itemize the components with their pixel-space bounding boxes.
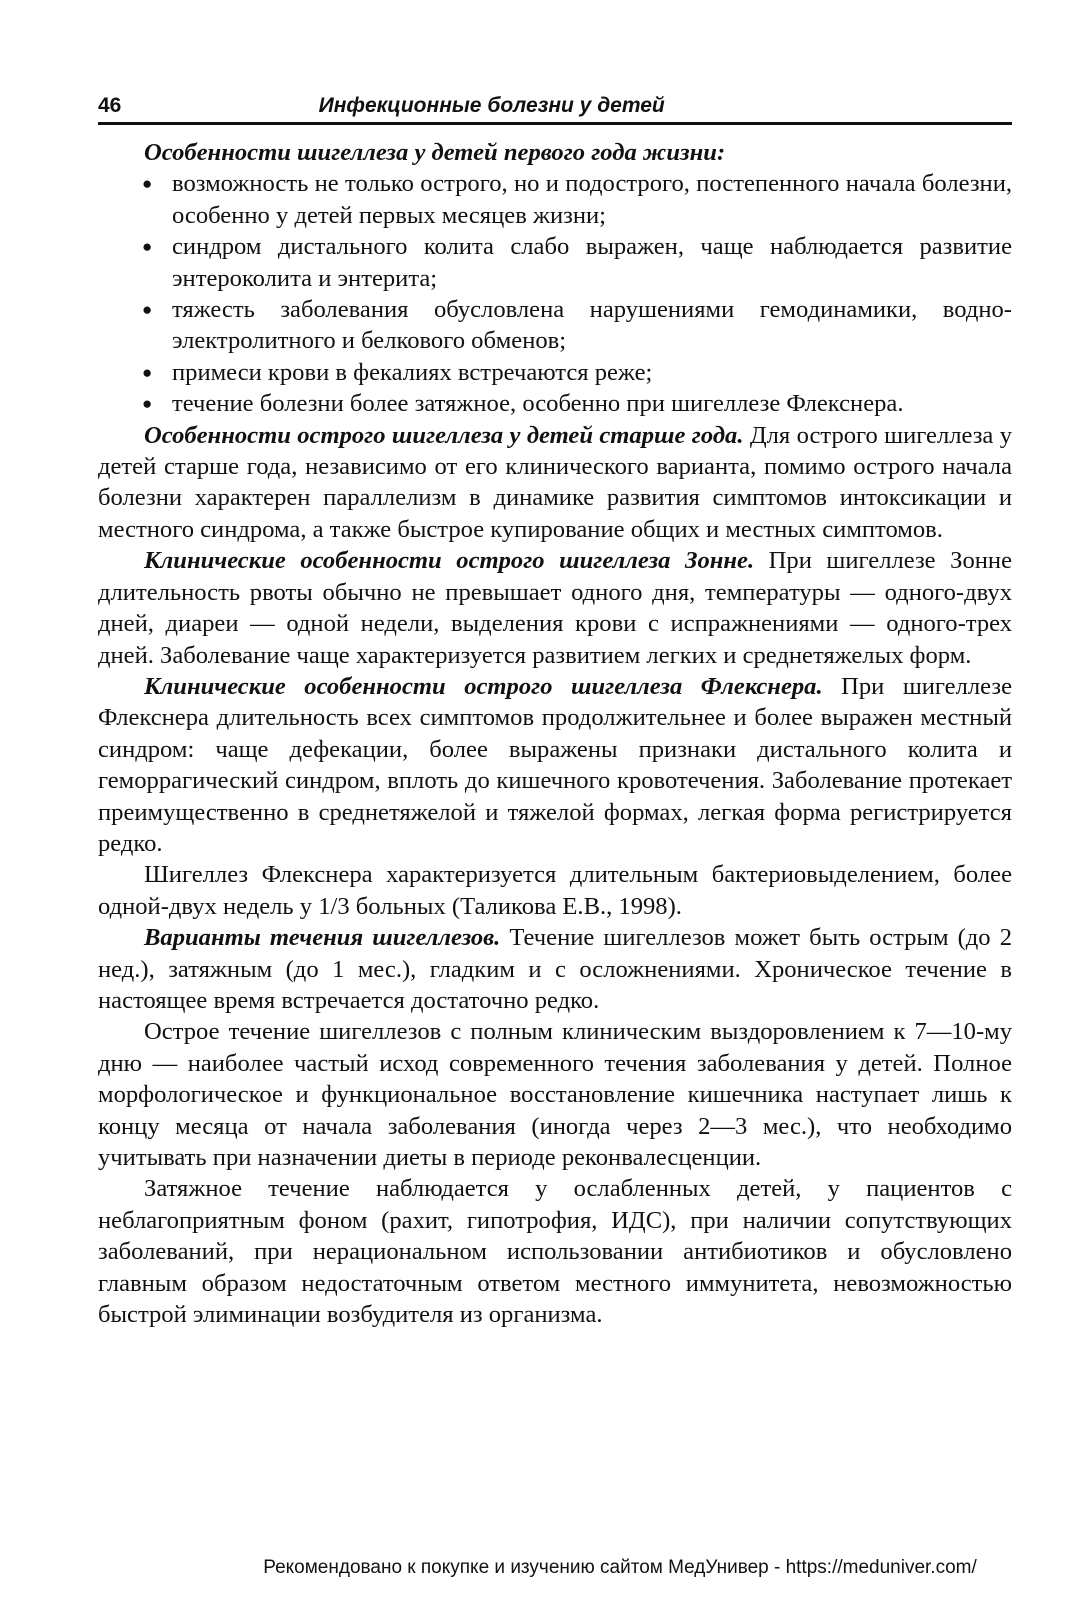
- running-header: [98, 84, 1012, 125]
- paragraph-text: При шигеллезе Флекснера длительность всех симптомов продолжительнее и более выражен местный синдром: чаще дефекации, более выражены признаки дистального колита и геморрагический синдром, вплоть до кишечного кровотечения. Заболевание протекает преимущественно в среднетяжелой и тяжелой формах, легкая форма регистрируется редко.: [98, 672, 1012, 857]
- paragraph-older-children: [98, 420, 1012, 546]
- list-item: ● течение болезни более затяжное, особенно при шигеллезе Флекснера.: [172, 388, 1012, 419]
- paragraph-text: Течение шигеллезов может быть острым (до 2 нед.), затяжным (до 1 мес.), гладким и с осложнениями. Хроническое течение в настоящее время встречается достаточно редко.: [98, 924, 1012, 1014]
- running-title: Инфекционные болезни у детей: [318, 94, 665, 117]
- paragraph-lead: Клинические особенности острого шигеллеза Флекснера.: [144, 672, 823, 700]
- footer-watermark: Рекомендовано к покупке и изучению сайтом МедУнивер - https://meduniver.com/: [263, 1557, 977, 1578]
- paragraph-flexner: [98, 671, 1012, 859]
- paragraph-course-variants: [98, 922, 1012, 1016]
- section-heading-text: Особенности шигеллеза у детей первого года жизни:: [144, 139, 726, 166]
- paragraph-text: Для острого шигеллеза у детей старше года, независимо от его клинического варианта, помимо острого начала болезни характерен параллелизм в динамике развития симптомов интоксикации и местного синдрома, а также быстрое купирование общих и местных симптомов.: [98, 421, 1012, 543]
- paragraph-text: Затяжное течение наблюдается у ослабленных детей, у пациентов с неблагоприятным фоном (рахит, гипотрофия, ИДС), при наличии сопутствующих заболеваний, при нерациональном использовании антибиотиков и обусловлено главным образом недостаточным ответом местного иммунитета, невозможностью быстрой элиминации возбудителя из организма.: [98, 1175, 1012, 1329]
- paragraph-lead: Варианты течения шигеллезов.: [144, 924, 501, 952]
- page-number: 46: [98, 94, 122, 117]
- paragraph-lead: Особенности острого шигеллеза у детей старше года.: [144, 421, 744, 449]
- book-page: [98, 84, 1012, 1330]
- paragraph-text: Острое течение шигеллезов с полным клиническим выздоровлением к 7—10-му дню — наиболее частый исход современного течения заболевания у детей. Полное морфологическое и функциональное восстановление кишечника наступает лишь к концу месяца от начала заболевания (иногда через 2—3 мес.), что необходимо учитывать при назначении диеты в периоде реконвалесценции.: [98, 1018, 1012, 1171]
- paragraph-text: Шигеллез Флекснера характеризуется длительным бактериовыделением, более одной-двух недель у 1/3 больных (Таликова Е.В., 1998).: [98, 861, 1012, 920]
- paragraph-lead: Клинические особенности острого шигеллеза Зонне.: [144, 547, 755, 575]
- paragraph-sonne: [98, 545, 1012, 671]
- list-item: ● тяжесть заболевания обусловлена нарушениями гемодинамики, водно-электролитного и белкового обменов;: [172, 294, 1012, 357]
- infant-features-list: [98, 168, 1012, 419]
- list-item: ● возможность не только острого, но и подострого, постепенного начала болезни, особенно у детей первых месяцев жизни;: [172, 168, 1012, 231]
- list-item: ● синдром дистального колита слабо выражен, чаще наблюдается развитие энтероколита и энтерита;: [172, 231, 1012, 294]
- paragraph-acute-course: [98, 1016, 1012, 1173]
- paragraph-text: При шигеллезе Зонне длительность рвоты обычно не превышает одного дня, температуры — одного-двух дней, диареи — одной недели, выделения крови с испражнениями — одного-трех дней. Заболевание чаще характеризуется развитием легких и среднетяжелых форм.: [98, 547, 1012, 669]
- paragraph-flexner-shedding: [98, 859, 1012, 922]
- list-item: ● примеси крови в фекалиях встречаются реже;: [172, 357, 1012, 388]
- section-heading-infants: [98, 137, 1012, 168]
- page-content: [98, 137, 1012, 1330]
- paragraph-prolonged-course: [98, 1173, 1012, 1330]
